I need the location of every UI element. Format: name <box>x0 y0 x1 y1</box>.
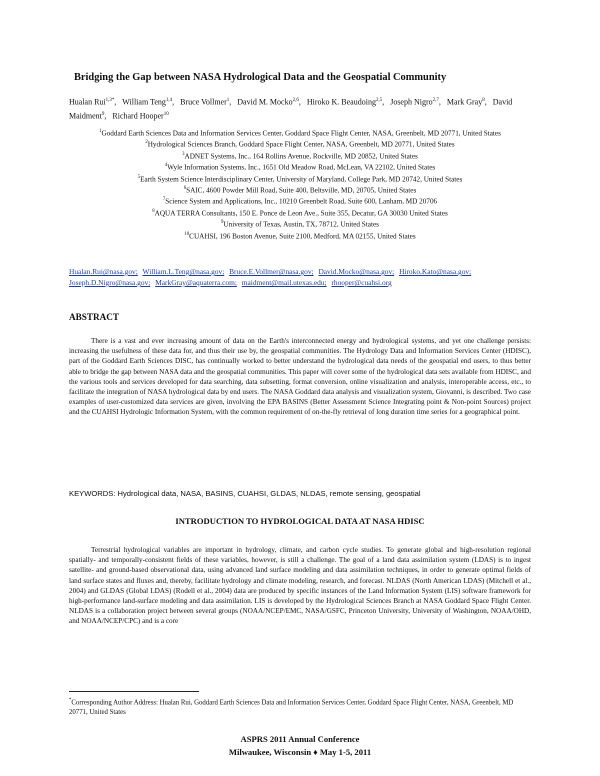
author-name: David M. Mocko <box>237 97 293 107</box>
author-name: Bruce Vollmer <box>180 97 227 107</box>
author-affiliation-mark: 1,3* <box>105 98 115 103</box>
email-link[interactable]: Bruce.E.Vollmer@nasa.gov; <box>229 267 314 276</box>
email-link[interactable]: maidment@mail.utexas.edu; <box>241 278 327 287</box>
author-affiliation-mark: 2,5 <box>375 98 383 103</box>
affiliation-mark: 9 <box>221 220 224 226</box>
author-affiliation-mark: 1,4 <box>165 98 173 103</box>
affiliation-line <box>69 161 531 172</box>
affiliation-text: Hydrological Sciences Branch, Goddard Space Flight Center, NASA, Greenbelt, MD 20771, United States <box>147 140 455 149</box>
author-affiliation-mark: 9 <box>101 111 105 117</box>
author-list: Hualan Rui$^{1,3*}$, William Teng$^{1,4}$, Bruce Vollmer$^1$, David M. Mocko$^{2,6}$, Hiroko K. Beaudoing$^{2,5}$, Joseph Nigro$^{2,7}$, Mark Gray$^8$, David Maidment$^9$, Richard Hooper$^{10}$ <box>69 97 513 121</box>
affiliation-text: AQUA TERRA Consultants, 150 E. Ponce de Leon Ave., Suite 355, Decatur, GA 30030 United States <box>154 209 448 218</box>
conference-location-date: Milwaukee, Wisconsin ♦ May 1-5, 2011 <box>228 747 372 757</box>
affiliation-line <box>69 127 531 138</box>
affiliation-mark: 6 <box>183 185 187 191</box>
affiliation-mark: 2 <box>145 140 148 146</box>
affiliation-text: University of Texas, Austin, TX, 78712, United States <box>223 220 379 229</box>
affiliation-mark: 8 <box>152 208 155 214</box>
author-name: Hualan Rui <box>69 97 106 107</box>
email-link[interactable]: MarkGray@aquaterra.com; <box>155 278 237 287</box>
affiliation-text: ADNET Systems, Inc., 164 Rollins Avenue, Rockville, MD 20852, United States <box>184 152 418 161</box>
author-affiliation-mark: 2,6 <box>292 98 299 103</box>
affiliation-text: Earth System Science Interdisciplinary Center, University of Maryland, College Park, MD 20742, United States <box>140 174 463 183</box>
footnote <box>69 696 531 718</box>
paper-title: Bridging the Gap between NASA Hydrological Data and the Geospatial Community <box>74 72 447 83</box>
affiliation-mark: 4 <box>164 163 168 169</box>
affiliation-line <box>69 173 531 184</box>
author-name: William Teng <box>122 97 166 107</box>
author-name: Joseph Nigro <box>390 97 433 107</box>
abstract-heading: ABSTRACT <box>69 312 120 322</box>
footnote-mark: * <box>69 698 72 703</box>
author-affiliation-mark: 2,7 <box>432 98 439 103</box>
affiliation-mark: 3 <box>182 151 185 157</box>
footnote-divider <box>69 691 199 692</box>
author-name: Hiroko K. Beaudoing <box>306 97 376 107</box>
affiliation-mark: 7 <box>162 197 166 203</box>
affiliation-mark: 5 <box>137 174 141 180</box>
affiliation-text: SAIC, 4600 Powder Mill Road, Suite 400, Beltsville, MD, 20705, United States <box>186 186 417 195</box>
affiliation-line <box>69 150 531 161</box>
conference-footer <box>0 733 600 759</box>
email-link[interactable]: William.L.Teng@nasa.gov; <box>142 267 225 276</box>
author-affiliation-mark: 10 <box>163 111 169 117</box>
affiliation-line <box>69 230 531 241</box>
intro-paragraph <box>69 545 531 627</box>
affiliation-line <box>69 138 531 149</box>
email-list <box>69 266 539 288</box>
email-link[interactable]: rhooper@cuahsi.org <box>331 278 392 287</box>
affiliation-text: Wyle Information Systems, Inc., 1651 Old Meadow Road, McLean, VA 22102, United States <box>167 163 436 172</box>
affiliation-list <box>69 127 531 241</box>
author-affiliation-mark: 8 <box>482 98 485 103</box>
affiliation-mark: 10 <box>184 231 190 237</box>
email-link[interactable]: Hualan.Rui@nasa.gov; <box>69 267 138 276</box>
affiliation-text: Science System and Applications, Inc., 10210 Greenbelt Road, Suite 600, Lanham, MD 20706 <box>165 197 438 206</box>
email-link[interactable]: David.Mocko@nasa.gov; <box>318 267 395 276</box>
affiliation-text: CUAHSI, 196 Boston Avenue, Suite 2100, Medford, MA 02155, United States <box>189 231 416 240</box>
affiliation-mark: 1 <box>99 129 102 134</box>
affiliation-line <box>69 184 531 195</box>
affiliation-text: Goddard Earth Sciences Data and Information Services Center, Goddard Space Flight Center, NASA, Greenbelt, MD 20771, United States <box>101 129 501 138</box>
author-affiliation-mark: 1 <box>226 98 230 103</box>
footnote-text: Corresponding Author Address: Hualan Rui, Goddard Earth Sciences Data and Information Services Center, Goddard Space Flight Center, NASA, Greenbelt, MD 20771, United States <box>69 699 514 717</box>
intro-heading: INTRODUCTION TO HYDROLOGICAL DATA AT NASA HDISC <box>175 516 425 526</box>
author-name: Mark Gray <box>446 97 483 107</box>
abstract-paragraph <box>69 336 531 418</box>
affiliation-line <box>69 218 531 229</box>
keywords: KEYWORDS: Hydrological data, NASA, BASINS, CUAHSI, GLDAS, NLDAS, remote sensing, geospatial <box>69 489 421 498</box>
intro-text: Terrestrial hydrological variables are important in hydrology, climate, and carbon cycle studies. To generate global and high-resolution regional spatially- and temporally-consistent fields of these variables, however, is still a challenge. The goal of a land data assimilation system (LDAS) is to ingest satellite- and ground-based observational data, using advanced land surface modeling and data assimilation techniques, in order to generate optimal fields of land surface states and fluxes and, thereby, facilitate hydrology and climate modeling, research, and forecast. NLDAS (North American LDAS) (Mitchell et al., 2004) and GLDAS (Global LDAS) (Rodell et al., 2004) data are produced by specific instances of the Land Information System (LIS) software framework for high-performance land-surface modeling and data assimilation. LIS is developed by the Hydrological Sciences Branch at NASA Goddard Space Flight Center. NLDAS is a collaboration project between several groups (NOAA/NCEP/EMC, NASA/GSFC, Princeton University, University of Washington, NOAA/OHD, and NOAA/NCEP/CPC) and is a core <box>69 546 531 626</box>
author-name: Richard Hooper <box>112 111 164 121</box>
abstract-text: There is a vast and ever increasing amount of data on the Earth's interconnected energy and hydrological systems, and yet one challenge persists: increasing the usefulness of these data for, and thus their use by, the geospatial communities. The Hydrology Data and Information Services Center (HDISC), part of the Goddard Earth Sciences DISC, has continually worked to better understand the hydrological data needs of the geospatial end users, to thus better able to bridge the gap between NASA data and the geospatial communities. This paper will cover some of the hydrological data sets available from HDISC, and the various tools and services developed for data searching, data subsetting, format conversion, online visualization and analysis, interoperable access, etc., to facilitate the integration of NASA hydrological data by end users. The NASA Goddard data analysis and visualization system, Giovanni, is described. Two case examples of user-customized data services are given, involving the EPA BASINS (Better Assessment Science Integrating point & Non-point Sources) project and the CUAHSI Hydrologic Information System, with the common requirement of on-the-fly retrieval of long duration time series for a geographical point. <box>69 337 531 417</box>
affiliation-line <box>69 195 531 206</box>
email-link[interactable]: Joseph.D.Nigro@nasa.gov; <box>69 278 151 287</box>
email-link[interactable]: Hiroko.Kato@nasa.gov; <box>399 267 472 276</box>
author-name: David Maidment <box>69 97 513 121</box>
affiliation-line <box>69 207 531 218</box>
conference-name: ASPRS 2011 Annual Conference <box>240 734 360 744</box>
